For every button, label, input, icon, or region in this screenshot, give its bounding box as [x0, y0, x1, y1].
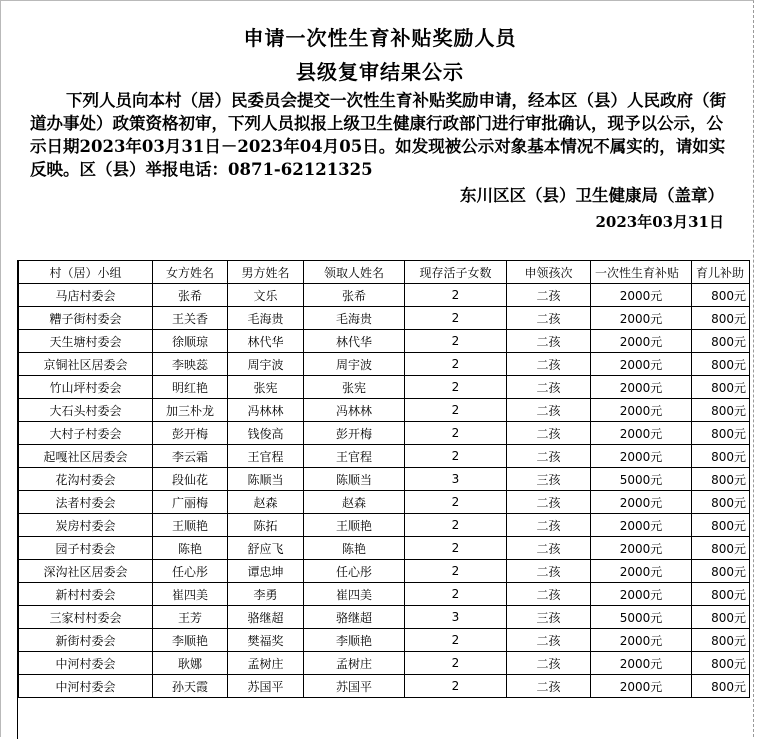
page-subtitle: 县级复审结果公示: [296, 60, 464, 84]
cell-birth-order: 三孩: [507, 606, 591, 629]
cell-living-children: 3: [405, 468, 507, 491]
cell-village: 法者村委会: [19, 491, 153, 514]
cell-childcare-subsidy: 800元: [692, 284, 750, 307]
cell-birth-order: 二孩: [507, 422, 591, 445]
cell-male-name: 张宪: [228, 376, 304, 399]
cell-childcare-subsidy: 800元: [692, 629, 750, 652]
cell-birth-order: 二孩: [507, 675, 591, 698]
cell-birth-subsidy: 2000元: [591, 445, 692, 468]
cell-village: 新街村委会: [19, 629, 153, 652]
cell-female-name: 彭开梅: [153, 422, 228, 445]
cell-childcare-subsidy: 800元: [692, 468, 750, 491]
cell-birth-order: 二孩: [507, 353, 591, 376]
cell-living-children: 2: [405, 353, 507, 376]
page-title: 申请一次性生育补贴奖励人员: [243, 26, 517, 50]
table-row: [19, 537, 750, 560]
cell-female-name: 任心彤: [153, 560, 228, 583]
publish-date: 2023年03月31日: [595, 213, 724, 231]
cell-village: 糟子街村委会: [19, 307, 153, 330]
cell-recipient-name: 王官程: [304, 445, 405, 468]
cell-recipient-name: 李顺艳: [304, 629, 405, 652]
cell-childcare-subsidy: 800元: [692, 514, 750, 537]
cell-birth-subsidy: 2000元: [591, 652, 692, 675]
cell-living-children: 2: [405, 284, 507, 307]
cell-village: 花沟村委会: [19, 468, 153, 491]
cell-female-name: 王顺艳: [153, 514, 228, 537]
cell-male-name: 文乐: [228, 284, 304, 307]
cell-childcare-subsidy: 800元: [692, 307, 750, 330]
cell-female-name: 张希: [153, 284, 228, 307]
cell-recipient-name: 赵森: [304, 491, 405, 514]
cell-village: 大村子村委会: [19, 422, 153, 445]
cell-living-children: 2: [405, 491, 507, 514]
cell-male-name: 孟树庄: [228, 652, 304, 675]
table-row: [19, 330, 750, 353]
cell-living-children: 2: [405, 629, 507, 652]
cell-village: 中河村委会: [19, 652, 153, 675]
cell-male-name: 陈顺当: [228, 468, 304, 491]
cell-living-children: 2: [405, 652, 507, 675]
cell-village: 天生塘村委会: [19, 330, 153, 353]
cell-male-name: 王官程: [228, 445, 304, 468]
header-village: 村（居）小组: [19, 261, 153, 284]
cell-birth-order: 二孩: [507, 445, 591, 468]
cell-recipient-name: 张希: [304, 284, 405, 307]
cell-birth-order: 二孩: [507, 537, 591, 560]
cell-birth-subsidy: 2000元: [591, 491, 692, 514]
cell-recipient-name: 孟树庄: [304, 652, 405, 675]
cell-birth-order: 二孩: [507, 491, 591, 514]
table-row: [19, 583, 750, 606]
cell-female-name: 李映蕊: [153, 353, 228, 376]
cell-recipient-name: 崔四美: [304, 583, 405, 606]
cell-female-name: 王芳: [153, 606, 228, 629]
cell-village: 园子村委会: [19, 537, 153, 560]
header-childcare-subsidy: 育儿补助: [692, 261, 750, 284]
cell-village: 京铜社区居委会: [19, 353, 153, 376]
cell-childcare-subsidy: 800元: [692, 537, 750, 560]
cell-birth-subsidy: 2000元: [591, 537, 692, 560]
cell-male-name: 陈拓: [228, 514, 304, 537]
cell-living-children: 2: [405, 560, 507, 583]
cell-female-name: 徐顺琼: [153, 330, 228, 353]
cell-female-name: 明红艳: [153, 376, 228, 399]
cell-living-children: 2: [405, 422, 507, 445]
cell-female-name: 耿娜: [153, 652, 228, 675]
cell-living-children: 2: [405, 330, 507, 353]
cell-village: 竹山坪村委会: [19, 376, 153, 399]
cell-male-name: 周宇波: [228, 353, 304, 376]
cell-birth-subsidy: 2000元: [591, 514, 692, 537]
table-row: [19, 399, 750, 422]
cell-male-name: 苏国平: [228, 675, 304, 698]
cell-recipient-name: 张宪: [304, 376, 405, 399]
cell-birth-order: 二孩: [507, 560, 591, 583]
header-male-name: 男方姓名: [228, 261, 304, 284]
cell-childcare-subsidy: 800元: [692, 330, 750, 353]
cell-male-name: 赵森: [228, 491, 304, 514]
table-row: [19, 353, 750, 376]
cell-recipient-name: 陈顺当: [304, 468, 405, 491]
cell-village: 深沟社区居委会: [19, 560, 153, 583]
cell-male-name: 冯林林: [228, 399, 304, 422]
cell-birth-subsidy: 2000元: [591, 583, 692, 606]
cell-birth-order: 二孩: [507, 307, 591, 330]
cell-birth-subsidy: 2000元: [591, 399, 692, 422]
cell-living-children: 3: [405, 606, 507, 629]
cell-childcare-subsidy: 800元: [692, 399, 750, 422]
header-recipient-name: 领取人姓名: [304, 261, 405, 284]
header-birth-subsidy: 一次性生育补贴: [591, 261, 692, 284]
cell-recipient-name: 彭开梅: [304, 422, 405, 445]
table-row: [19, 307, 750, 330]
table-row: [19, 445, 750, 468]
cell-living-children: 2: [405, 583, 507, 606]
cell-living-children: 2: [405, 307, 507, 330]
cell-birth-subsidy: 2000元: [591, 284, 692, 307]
cell-male-name: 谭忠坤: [228, 560, 304, 583]
table-header-row: [19, 261, 750, 284]
cell-living-children: 2: [405, 675, 507, 698]
cell-female-name: 孙天霞: [153, 675, 228, 698]
table-row: [19, 560, 750, 583]
cell-village: 新村村委会: [19, 583, 153, 606]
cell-birth-order: 二孩: [507, 284, 591, 307]
cell-birth-order: 二孩: [507, 583, 591, 606]
header-female-name: 女方姓名: [153, 261, 228, 284]
cell-female-name: 崔四美: [153, 583, 228, 606]
cell-childcare-subsidy: 800元: [692, 560, 750, 583]
cell-living-children: 2: [405, 514, 507, 537]
cell-childcare-subsidy: 800元: [692, 445, 750, 468]
cell-birth-order: 二孩: [507, 330, 591, 353]
cell-birth-subsidy: 2000元: [591, 629, 692, 652]
table-row: [19, 422, 750, 445]
cell-recipient-name: 王顺艳: [304, 514, 405, 537]
header-living-children: 现存活子女数: [405, 261, 507, 284]
cell-childcare-subsidy: 800元: [692, 422, 750, 445]
cell-birth-order: 二孩: [507, 514, 591, 537]
cell-birth-order: 二孩: [507, 399, 591, 422]
cell-recipient-name: 陈艳: [304, 537, 405, 560]
cell-birth-subsidy: 5000元: [591, 606, 692, 629]
table-body: [19, 284, 750, 698]
cell-birth-subsidy: 2000元: [591, 422, 692, 445]
cell-recipient-name: 林代华: [304, 330, 405, 353]
table-row: [19, 514, 750, 537]
cell-recipient-name: 苏国平: [304, 675, 405, 698]
cell-living-children: 2: [405, 376, 507, 399]
cell-male-name: 舒应飞: [228, 537, 304, 560]
results-table: [18, 260, 750, 698]
cell-childcare-subsidy: 800元: [692, 675, 750, 698]
cell-birth-subsidy: 2000元: [591, 330, 692, 353]
signer-line: 东川区区（县）卫生健康局（盖章）: [460, 186, 724, 205]
table-row: [19, 284, 750, 307]
cell-female-name: 李云霜: [153, 445, 228, 468]
cell-childcare-subsidy: 800元: [692, 376, 750, 399]
cell-village: 大石头村委会: [19, 399, 153, 422]
cell-recipient-name: 骆继超: [304, 606, 405, 629]
cell-female-name: 加三朴龙: [153, 399, 228, 422]
cell-living-children: 2: [405, 537, 507, 560]
cell-male-name: 骆继超: [228, 606, 304, 629]
cell-birth-subsidy: 2000元: [591, 376, 692, 399]
cell-birth-order: 二孩: [507, 652, 591, 675]
cell-village: 三家村村委会: [19, 606, 153, 629]
cell-male-name: 钱俊高: [228, 422, 304, 445]
cell-childcare-subsidy: 800元: [692, 583, 750, 606]
table-row: [19, 652, 750, 675]
cell-birth-subsidy: 2000元: [591, 307, 692, 330]
cell-village: 起嘎社区居委会: [19, 445, 153, 468]
cell-birth-subsidy: 2000元: [591, 353, 692, 376]
cell-birth-subsidy: 2000元: [591, 675, 692, 698]
cell-childcare-subsidy: 800元: [692, 353, 750, 376]
cell-village: 炭房村委会: [19, 514, 153, 537]
intro-paragraph: 下列人员向本村（居）民委员会提交一次性生育补贴奖励申请，经本区（县）人民政府（街道办事处）政策资格初审，下列人员拟报上级卫生健康行政部门进行审批确认，现予以公示，公示日期2023年03月31日－2023年04月05日。如发现被公示对象基本情况不属实的，请如实反映。区（县）举报电话：0871-62121325: [30, 91, 726, 179]
cell-female-name: 广丽梅: [153, 491, 228, 514]
table-row: [19, 468, 750, 491]
table-row: [19, 376, 750, 399]
cell-birth-subsidy: 5000元: [591, 468, 692, 491]
cell-male-name: 毛海贵: [228, 307, 304, 330]
cell-recipient-name: 任心彤: [304, 560, 405, 583]
cell-recipient-name: 冯林林: [304, 399, 405, 422]
cell-childcare-subsidy: 800元: [692, 606, 750, 629]
cell-birth-subsidy: 2000元: [591, 560, 692, 583]
table-row: [19, 491, 750, 514]
cell-female-name: 陈艳: [153, 537, 228, 560]
cell-male-name: 李勇: [228, 583, 304, 606]
cell-village: 马店村委会: [19, 284, 153, 307]
cell-male-name: 樊福奖: [228, 629, 304, 652]
table-row: [19, 606, 750, 629]
cell-male-name: 林代华: [228, 330, 304, 353]
cell-living-children: 2: [405, 445, 507, 468]
cell-birth-order: 三孩: [507, 468, 591, 491]
header-birth-order: 申领孩次: [507, 261, 591, 284]
cell-female-name: 李顺艳: [153, 629, 228, 652]
table-row: [19, 675, 750, 698]
results-table-container: [17, 260, 755, 739]
cell-childcare-subsidy: 800元: [692, 652, 750, 675]
cell-childcare-subsidy: 800元: [692, 491, 750, 514]
cell-village: 中河村委会: [19, 675, 153, 698]
cell-birth-order: 二孩: [507, 629, 591, 652]
cell-birth-order: 二孩: [507, 376, 591, 399]
cell-female-name: 王关香: [153, 307, 228, 330]
cell-living-children: 2: [405, 399, 507, 422]
cell-recipient-name: 毛海贵: [304, 307, 405, 330]
cell-female-name: 段仙花: [153, 468, 228, 491]
cell-recipient-name: 周宇波: [304, 353, 405, 376]
table-row: [19, 629, 750, 652]
